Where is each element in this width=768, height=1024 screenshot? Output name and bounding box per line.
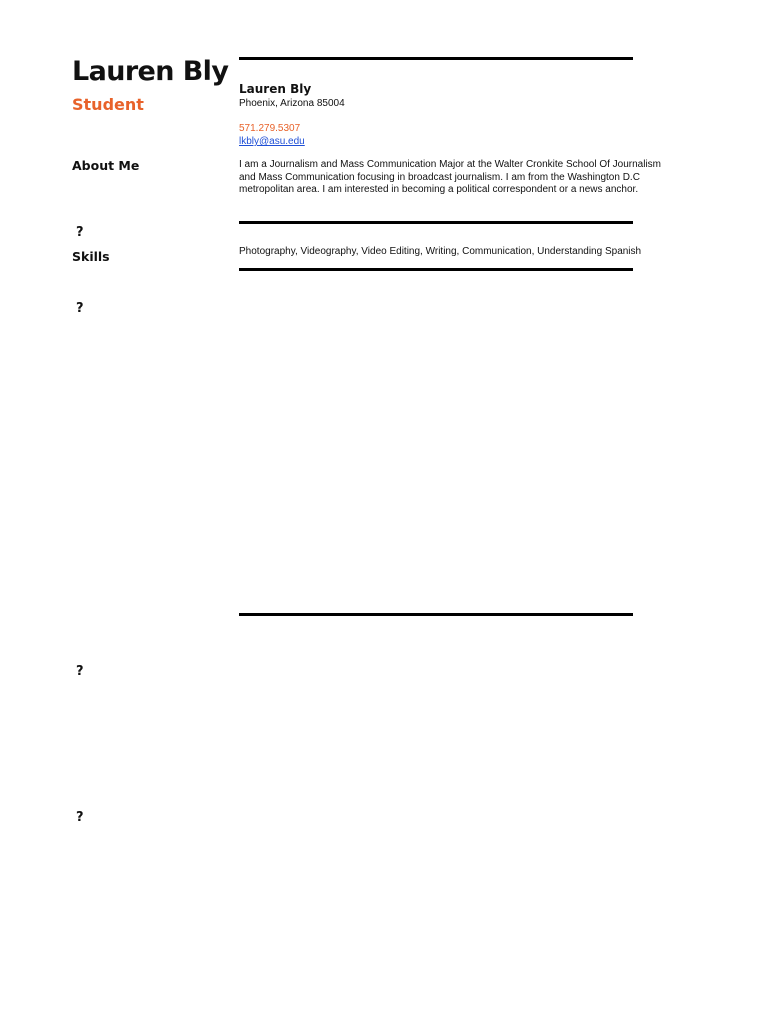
contact-address: Phoenix, Arizona 85004 [239, 98, 345, 109]
contact-name: Lauren Bly [239, 82, 312, 96]
missing-section-icon: ? [76, 225, 84, 240]
skills-text: Photography, Videography, Video Editing, Writing, Communication, Understanding Spanish [239, 246, 642, 257]
missing-section-icon: ? [76, 301, 84, 316]
resume-name-heading: Lauren Bly [72, 56, 229, 87]
contact-email-link[interactable]: lkbly@asu.edu [239, 136, 305, 147]
section-divider-about [239, 221, 633, 224]
missing-section-icon: ? [76, 810, 84, 825]
contact-phone: 571.279.5307 [239, 123, 301, 134]
about-me-text: I am a Journalism and Mass Communication Major at the Walter Cronkite School Of Journalism and Mass Communication focusing in broadcast journalism. I am from the Washington D.C metropolitan area. I am interested in becoming a political correspondent or a news anchor. [239, 159, 662, 195]
missing-section-icon: ? [76, 664, 84, 679]
about-me-label: About Me [72, 158, 140, 173]
resume-role-title: Student [72, 95, 144, 114]
section-divider-bottom [239, 613, 633, 616]
section-divider-top [239, 57, 633, 60]
skills-label: Skills [72, 249, 110, 264]
section-divider-skills [239, 268, 633, 271]
